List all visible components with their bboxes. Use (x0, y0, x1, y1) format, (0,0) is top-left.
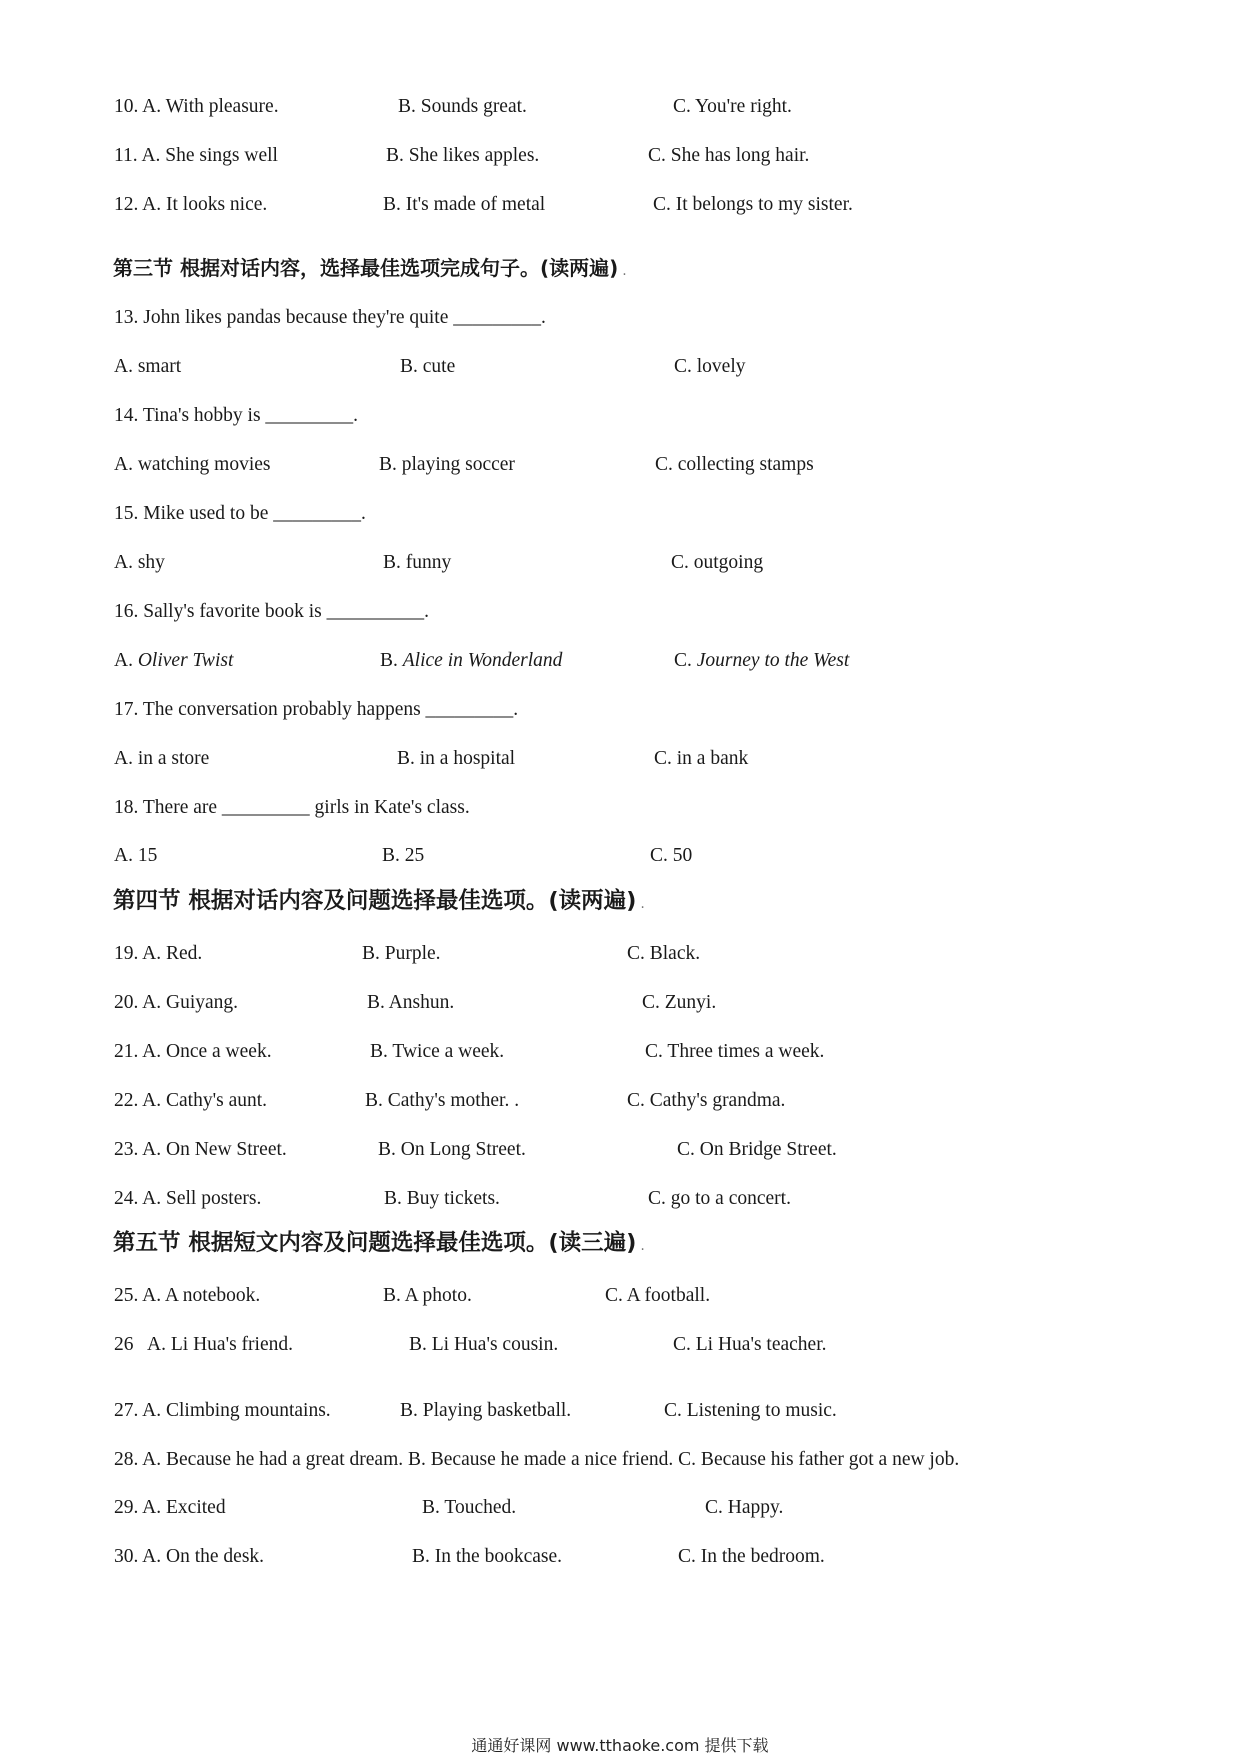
q16-option-b-letter: B. (380, 650, 403, 671)
q19-option-c: C. Black. (627, 943, 701, 964)
q25-option-c: C. A football. (605, 1285, 711, 1306)
section-3-trail: . (622, 263, 627, 279)
q21-option-c: C. Three times a week. (645, 1041, 825, 1062)
question-12 (0, 190, 1240, 220)
q24-option-b: B. Buy tickets. (384, 1188, 500, 1209)
q29-option-a: 29. A. Excited (114, 1497, 226, 1518)
question-22 (0, 1086, 1240, 1116)
q24-option-a: 24. A. Sell posters. (114, 1188, 262, 1209)
q12-option-a: 12. A. It looks nice. (114, 194, 268, 215)
q10-option-b: B. Sounds great. (398, 96, 527, 117)
question-16-options (0, 646, 1240, 676)
section-5-heading (113, 1228, 645, 1261)
question-26 (0, 1330, 1240, 1360)
question-19 (0, 939, 1240, 969)
q22-option-b: B. Cathy's mother. . (365, 1090, 520, 1111)
q16-option-b-title: Alice in Wonderland (402, 650, 563, 671)
q15-option-a: A. shy (114, 552, 165, 573)
q14-option-b: B. playing soccer (379, 454, 515, 475)
question-24 (0, 1184, 1240, 1214)
q17-stem-text: 17. The conversation probably happens _________. (114, 699, 519, 720)
q13-option-b: B. cute (400, 356, 456, 377)
question-20 (0, 988, 1240, 1018)
q26-option-a: 26 A. Li Hua's friend. (114, 1334, 293, 1355)
question-13-options (0, 352, 1240, 382)
q27-option-a: 27. A. Climbing mountains. (114, 1400, 331, 1421)
q23-option-c: C. On Bridge Street. (677, 1139, 837, 1160)
q27-option-c: C. Listening to music. (664, 1400, 837, 1421)
q17-option-c: C. in a bank (654, 748, 749, 769)
section-4-heading (113, 886, 645, 919)
q14-option-c: C. collecting stamps (655, 454, 814, 475)
q26-option-b: B. Li Hua's cousin. (409, 1334, 559, 1355)
q15-option-c: C. outgoing (671, 552, 764, 573)
q18-option-a: A. 15 (114, 845, 158, 866)
q11-option-a: 11. A. She sings well (114, 145, 278, 166)
q30-option-a: 30. A. On the desk. (114, 1546, 265, 1567)
q15-option-b: B. funny (383, 552, 452, 573)
q26-option-c: C. Li Hua's teacher. (673, 1334, 827, 1355)
q10-option-a: 10. A. With pleasure. (114, 96, 279, 117)
q12-option-b: B. It's made of metal (383, 194, 546, 215)
q29-option-c: C. Happy. (705, 1497, 784, 1518)
q18-stem-text: 18. There are _________ girls in Kate's class. (114, 797, 470, 818)
q17-option-a: A. in a store (114, 748, 210, 769)
question-25 (0, 1281, 1240, 1311)
q22-option-c: C. Cathy's grandma. (627, 1090, 786, 1111)
q16-option-c-letter: C. (674, 650, 697, 671)
q16-option-c-title: Journey to the West (696, 650, 850, 671)
q13-option-c: C. lovely (674, 356, 746, 377)
q17-option-b: B. in a hospital (397, 748, 516, 769)
question-29 (0, 1493, 1240, 1523)
q23-option-b: B. On Long Street. (378, 1139, 526, 1160)
footer-source-note: 通通好课网 www.tthaoke.com 提供下载 (471, 1736, 769, 1755)
q18-option-b: B. 25 (382, 845, 425, 866)
q16-stem-text: 16. Sally's favorite book is __________. (114, 601, 429, 622)
q20-option-b: B. Anshun. (367, 992, 455, 1013)
q30-option-b: B. In the bookcase. (412, 1546, 563, 1567)
section-5-title: 第五节 根据短文内容及问题选择最佳选项。(读三遍) (113, 1230, 637, 1256)
q22-option-a: 22. A. Cathy's aunt. (114, 1090, 268, 1111)
q16-option-a (114, 646, 233, 676)
question-15-options (0, 548, 1240, 578)
q11-option-c: C. She has long hair. (648, 145, 810, 166)
question-17-options (0, 744, 1240, 774)
q11-option-b: B. She likes apples. (386, 145, 540, 166)
q25-option-b: B. A photo. (383, 1285, 472, 1306)
q19-option-b: B. Purple. (362, 943, 441, 964)
q25-option-a: 25. A. A notebook. (114, 1285, 261, 1306)
q27-option-b: B. Playing basketball. (400, 1400, 572, 1421)
q13-option-a: A. smart (114, 356, 182, 377)
q21-option-b: B. Twice a week. (370, 1041, 505, 1062)
question-18-options (0, 841, 1240, 871)
section-4-trail: . (640, 896, 645, 912)
q19-option-a: 19. A. Red. (114, 943, 203, 964)
q20-option-a: 20. A. Guiyang. (114, 992, 239, 1013)
q13-stem-text: 13. John likes pandas because they're quite _________. (114, 307, 546, 328)
q10-option-c: C. You're right. (673, 96, 792, 117)
section-3-title: 第三节 根据对话内容，选择最佳选项完成句子。(读两遍) (113, 256, 619, 280)
q12-option-c: C. It belongs to my sister. (653, 194, 853, 215)
section-3-heading (113, 253, 627, 286)
question-30 (0, 1542, 1240, 1572)
q15-stem-text: 15. Mike used to be _________. (114, 503, 366, 524)
question-27 (0, 1396, 1240, 1426)
section-5-trail: . (640, 1238, 645, 1254)
q24-option-c: C. go to a concert. (648, 1188, 791, 1209)
question-23 (0, 1135, 1240, 1165)
q28-options: 28. A. Because he had a great dream. B. Because he made a nice friend. C. Because his father got a new job. (114, 1449, 960, 1470)
q16-option-a-title: Oliver Twist (137, 650, 234, 671)
q14-option-a: A. watching movies (114, 454, 271, 475)
q18-option-c: C. 50 (650, 845, 693, 866)
q16-option-c (674, 646, 849, 676)
q29-option-b: B. Touched. (422, 1497, 517, 1518)
q16-option-a-letter: A. (114, 650, 138, 671)
q20-option-c: C. Zunyi. (642, 992, 717, 1013)
section-4-title: 第四节 根据对话内容及问题选择最佳选项。(读两遍) (113, 888, 637, 914)
q16-option-b (380, 646, 562, 676)
q23-option-a: 23. A. On New Street. (114, 1139, 287, 1160)
question-10 (0, 92, 1240, 122)
question-14-options (0, 450, 1240, 480)
question-11 (0, 141, 1240, 171)
q30-option-c: C. In the bedroom. (678, 1546, 825, 1567)
q21-option-a: 21. A. Once a week. (114, 1041, 272, 1062)
question-21 (0, 1037, 1240, 1067)
q14-stem-text: 14. Tina's hobby is _________. (114, 405, 359, 426)
